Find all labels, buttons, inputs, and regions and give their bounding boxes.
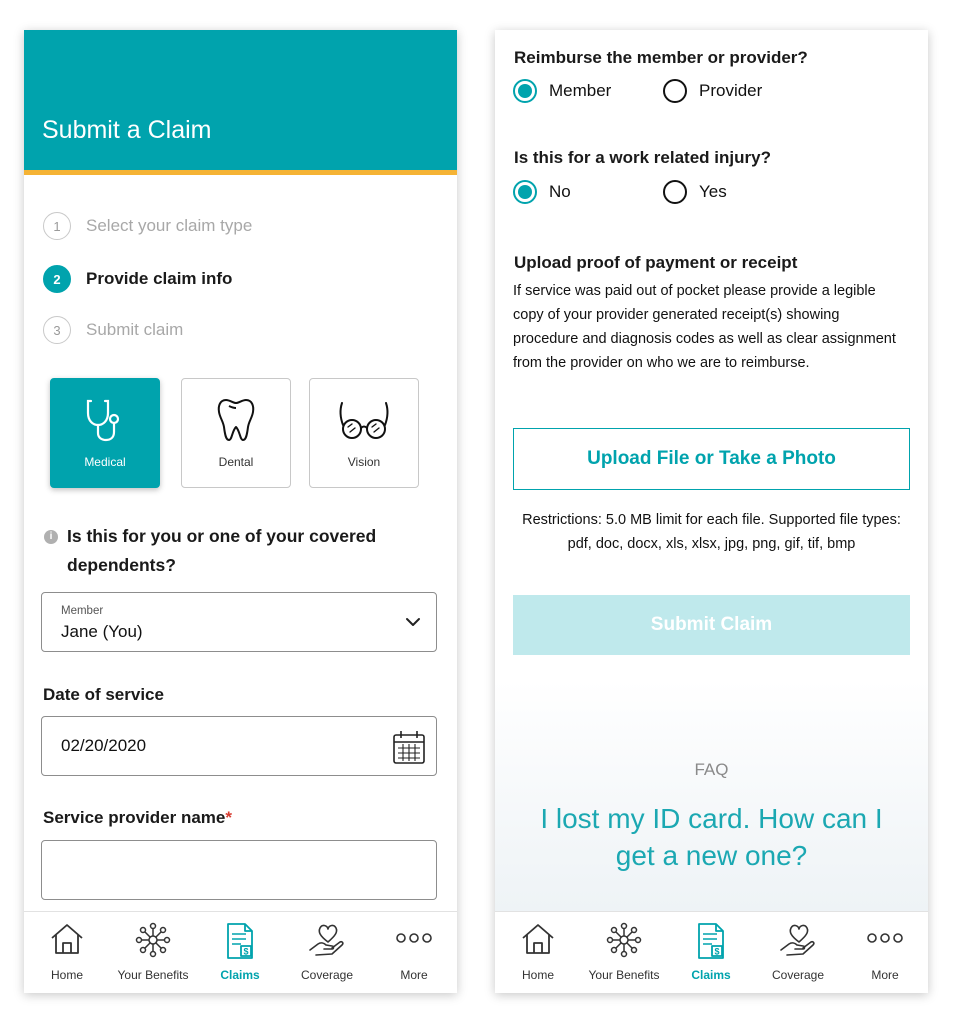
tab-your-benefits[interactable]	[581, 912, 667, 993]
provider-name-input[interactable]	[41, 840, 437, 900]
radio-label: Provider	[699, 81, 763, 100]
injury-radio-group	[513, 180, 913, 206]
page-title: Submit a Claim	[42, 116, 212, 144]
claim-form-screen-continued	[495, 30, 928, 993]
step-number: 1	[43, 212, 71, 240]
stethoscope-icon	[83, 397, 127, 443]
required-asterisk: *	[225, 808, 232, 827]
tab-your-benefits[interactable]	[110, 912, 196, 993]
more-dots-icon	[866, 932, 904, 944]
upload-title: Upload proof of payment or receipt	[514, 253, 798, 272]
step-label: Provide claim info	[86, 269, 233, 288]
provider-name-label	[43, 808, 232, 828]
date-of-service-label: Date of service	[43, 685, 164, 704]
step-label: Submit claim	[86, 320, 184, 339]
svg-text:$: $	[714, 946, 720, 957]
provider-name-label-text: Service provider name	[43, 808, 226, 827]
tab-home[interactable]	[24, 912, 110, 993]
radio-selected-indicator	[513, 180, 537, 204]
date-of-service-field[interactable]	[41, 716, 437, 776]
faq-question-link[interactable]: I lost my ID card. How can I get a new one?	[540, 803, 883, 871]
radio-label: No	[549, 182, 571, 201]
tab-more[interactable]	[842, 912, 928, 993]
date-of-service-value: 02/20/2020	[61, 736, 147, 755]
chevron-down-icon	[404, 613, 422, 631]
tab-label: Coverage	[771, 968, 825, 982]
submit-claim-button[interactable]: Submit Claim	[513, 595, 910, 655]
dependents-question: Is this for you or one of your covered dependents?	[67, 526, 377, 575]
tooth-icon	[216, 397, 256, 443]
injury-question: Is this for a work related injury?	[514, 148, 771, 167]
app-header	[24, 30, 457, 170]
faq-section	[495, 680, 928, 911]
tab-label: Your Benefits	[117, 968, 189, 982]
tab-label: Claims	[220, 968, 260, 982]
radio-yes[interactable]	[663, 180, 727, 204]
reimburse-question: Reimburse the member or provider?	[514, 48, 808, 67]
claim-type-label: Medical	[84, 455, 126, 469]
step-3	[43, 315, 183, 345]
bottom-tab-bar	[495, 911, 928, 993]
member-select-value: Jane (You)	[61, 622, 143, 641]
claim-form-screen-step2	[24, 30, 457, 993]
claim-type-dental[interactable]	[181, 378, 291, 488]
member-select-label: Member	[61, 605, 104, 617]
tab-claims[interactable]	[197, 912, 283, 993]
radio-unselected-indicator	[663, 79, 687, 103]
tab-home[interactable]	[495, 912, 581, 993]
radio-no[interactable]	[513, 180, 571, 204]
step-number: 2	[43, 265, 71, 293]
step-2	[43, 264, 232, 294]
tab-coverage[interactable]	[755, 912, 841, 993]
heart-hand-icon	[308, 922, 346, 958]
svg-text:$: $	[243, 946, 249, 957]
upload-description: If service was paid out of pocket please provide a legible copy of your provider generated receipt(s) showing procedure and diagnosis codes as well as clear assignment from the provider on who we are to reimburse.	[513, 283, 896, 371]
member-select[interactable]	[41, 592, 437, 652]
reimburse-radio-group	[513, 79, 913, 105]
info-icon[interactable]: i	[44, 530, 58, 544]
calendar-icon[interactable]	[392, 729, 426, 765]
claim-type-label: Dental	[218, 455, 254, 469]
radio-member[interactable]	[513, 79, 611, 103]
glasses-icon	[337, 397, 391, 443]
tab-label: Home	[50, 968, 83, 982]
upload-file-button[interactable]: Upload File or Take a Photo	[513, 428, 910, 490]
benefits-network-icon	[134, 922, 172, 958]
tab-label: Claims	[691, 968, 731, 982]
step-1[interactable]	[43, 211, 252, 241]
radio-provider[interactable]	[663, 79, 762, 103]
tab-label: More	[871, 968, 899, 982]
claims-document-icon	[224, 922, 256, 960]
claim-type-vision[interactable]	[309, 378, 419, 488]
home-icon	[49, 922, 85, 956]
tab-coverage[interactable]	[284, 912, 370, 993]
benefits-network-icon	[605, 922, 643, 958]
radio-label: Member	[549, 81, 612, 100]
claims-document-icon	[695, 922, 727, 960]
heart-hand-icon	[779, 922, 817, 958]
tab-label: Coverage	[300, 968, 354, 982]
faq-label: FAQ	[694, 760, 729, 779]
claim-type-medical[interactable]	[50, 378, 160, 488]
bottom-tab-bar	[24, 911, 457, 993]
tab-more[interactable]	[371, 912, 457, 993]
more-dots-icon	[395, 932, 433, 944]
radio-label: Yes	[699, 182, 727, 201]
step-number: 3	[43, 316, 71, 344]
claim-type-label: Vision	[347, 455, 381, 469]
tab-label: Home	[521, 968, 554, 982]
header-accent-stripe	[24, 170, 457, 175]
tab-label: Your Benefits	[588, 968, 660, 982]
radio-selected-indicator	[513, 79, 537, 103]
tab-claims[interactable]	[668, 912, 754, 993]
step-label: Select your claim type	[86, 216, 253, 235]
upload-restrictions: Restrictions: 5.0 MB limit for each file. Supported file types: pdf, doc, docx, xls, xlsx, jpg, png, gif, tif, bmp	[522, 512, 901, 552]
home-icon	[520, 922, 556, 956]
radio-unselected-indicator	[663, 180, 687, 204]
tab-label: More	[400, 968, 428, 982]
